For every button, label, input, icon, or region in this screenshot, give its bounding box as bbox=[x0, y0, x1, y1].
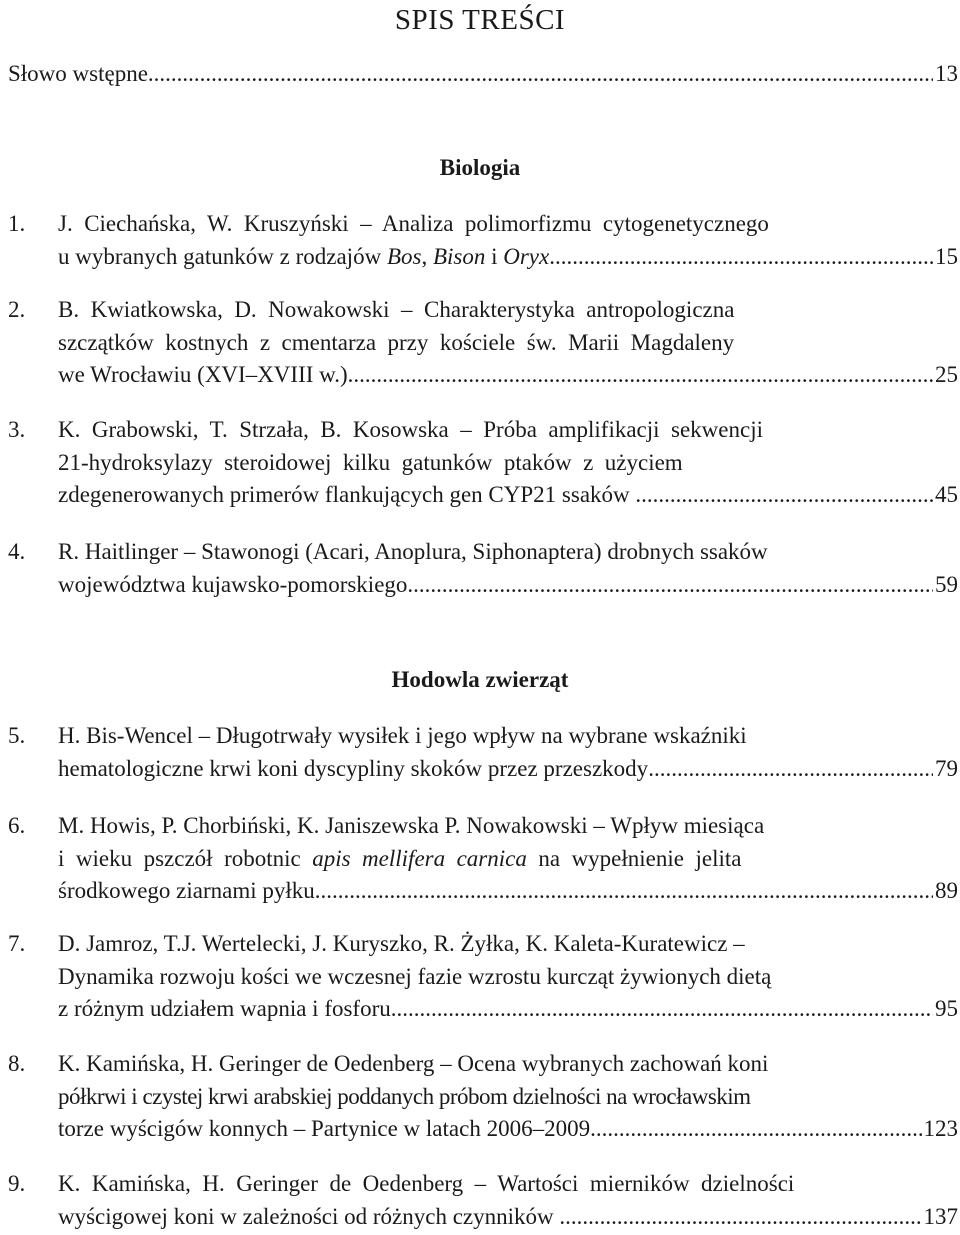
dot-leader bbox=[590, 1113, 921, 1146]
entry-line-last: we Wrocławiu (XVI–XVIII w.) ..... 25 bbox=[58, 359, 958, 392]
entry-line-last: wyścigowej koni w zależności od różnych czynników ..... 137 bbox=[58, 1201, 958, 1234]
entry-line: i wieku pszczół robotnic apis mellifera carnica na wypełnienie jelita bbox=[58, 845, 742, 871]
entry-line: K. Kamińska, H. Geringer de Oedenberg – Ocena wybranych zachowań koni bbox=[58, 1051, 769, 1076]
page-number: 25 bbox=[935, 362, 958, 387]
dot-leader bbox=[391, 993, 933, 1026]
dot-leader bbox=[559, 1201, 921, 1234]
entry-number: 3. bbox=[8, 417, 26, 442]
entry-line-last: z różnym udziałem wapnia i fosforu ..... 95 bbox=[58, 993, 958, 1026]
entry-line: półkrwi i czystej krwi arabskiej poddanych próbom dzielności na wrocławskim bbox=[58, 1083, 751, 1109]
page-number: 123 bbox=[923, 1116, 958, 1141]
entry-line-last: środkowego ziarnami pyłku ..... 89 bbox=[58, 875, 958, 908]
entry-line: szczątków kostnych z cmentarza przy kościele św. Marii Magdaleny bbox=[58, 329, 735, 355]
page-number: 13 bbox=[935, 61, 958, 86]
entry-line-last: torze wyścigów konnych – Partynice w latach 2006–2009 ..... 123 bbox=[58, 1113, 958, 1146]
section-heading-hodowla: Hodowla zwierząt bbox=[391, 667, 569, 692]
entry-number: 8. bbox=[8, 1051, 26, 1076]
page-number: 89 bbox=[935, 878, 958, 903]
dot-leader bbox=[635, 479, 933, 512]
toc-entry-preface[interactable] bbox=[8, 58, 958, 90]
page-number: 137 bbox=[923, 1203, 958, 1229]
entry-number: 4. bbox=[8, 539, 26, 564]
entry-line: D. Jamroz, T.J. Wertelecki, J. Kuryszko, R. Żyłka, K. Kaleta-Kuratewicz – bbox=[58, 931, 745, 956]
entry-line-last: hematologiczne krwi koni dyscypliny skoków przez przeszkody ..... 79 bbox=[58, 753, 958, 786]
toc-entry[interactable] bbox=[8, 414, 958, 512]
entry-number: 6. bbox=[8, 813, 26, 838]
page-title: SPIS TREŚCI bbox=[394, 4, 566, 36]
entry-line: J. Ciechańska, W. Kruszyński – Analiza polimorfizmu cytogenetycznego bbox=[58, 211, 769, 236]
toc-entry[interactable] bbox=[8, 536, 958, 601]
entry-number: 2. bbox=[8, 297, 26, 322]
entry-number: 5. bbox=[8, 723, 26, 748]
preface-label: Słowo wstępne bbox=[8, 61, 148, 86]
toc-entry[interactable] bbox=[8, 928, 958, 1026]
entry-line: 21-hydroksylazy steroidowej kilku gatunków ptaków z użyciem bbox=[58, 449, 683, 475]
toc-entry[interactable] bbox=[8, 810, 958, 908]
entry-line: K. Kamińska, H. Geringer de Oedenberg – Wartości mierników dzielności bbox=[58, 1171, 795, 1196]
entry-number: 7. bbox=[8, 931, 26, 956]
entry-number: 9. bbox=[8, 1171, 26, 1196]
dot-leader bbox=[348, 359, 933, 392]
toc-entry[interactable] bbox=[8, 720, 958, 785]
dot-leader bbox=[549, 241, 933, 274]
entry-line: R. Haitlinger – Stawonogi (Acari, Anoplura, Siphonaptera) drobnych ssaków bbox=[58, 539, 768, 564]
entry-line: B. Kwiatkowska, D. Nowakowski – Charakterystyka antropologiczna bbox=[58, 297, 735, 322]
page-number: 95 bbox=[935, 996, 958, 1021]
entry-line: H. Bis-Wencel – Długotrwały wysiłek i jego wpływ na wybrane wskaźniki bbox=[58, 723, 747, 748]
dot-leader bbox=[648, 753, 933, 786]
toc-entry[interactable] bbox=[8, 1048, 958, 1146]
entry-line: Dynamika rozwoju kości we wczesnej fazie wzrostu kurcząt żywionych dietą bbox=[58, 963, 772, 989]
page-number: 45 bbox=[935, 482, 958, 507]
dot-leader bbox=[315, 875, 933, 908]
section-heading-biologia: Biologia bbox=[439, 155, 521, 180]
entry-number: 1. bbox=[8, 211, 26, 236]
entry-line-last: województwa kujawsko-pomorskiego ..... 59 bbox=[58, 569, 958, 602]
toc-entry[interactable] bbox=[8, 1168, 958, 1233]
entry-line-last: zdegenerowanych primerów flankujących gen CYP21 ssaków ..... 45 bbox=[58, 479, 958, 512]
entry-line: M. Howis, P. Chorbiński, K. Janiszewska P. Nowakowski – Wpływ miesiąca bbox=[58, 813, 765, 838]
dot-leader bbox=[148, 58, 933, 90]
dot-leader bbox=[407, 569, 933, 602]
toc-entry[interactable] bbox=[8, 208, 958, 273]
page-number: 59 bbox=[935, 571, 958, 597]
entry-line-last: u wybranych gatunków z rodzajów Bos , Bison i Oryx ..... 15 bbox=[58, 241, 958, 274]
entry-line: K. Grabowski, T. Strzała, B. Kosowska – Próba amplifikacji sekwencji bbox=[58, 417, 763, 442]
page-number: 79 bbox=[935, 755, 958, 781]
page-number: 15 bbox=[935, 243, 958, 269]
toc-entry[interactable] bbox=[8, 294, 958, 392]
